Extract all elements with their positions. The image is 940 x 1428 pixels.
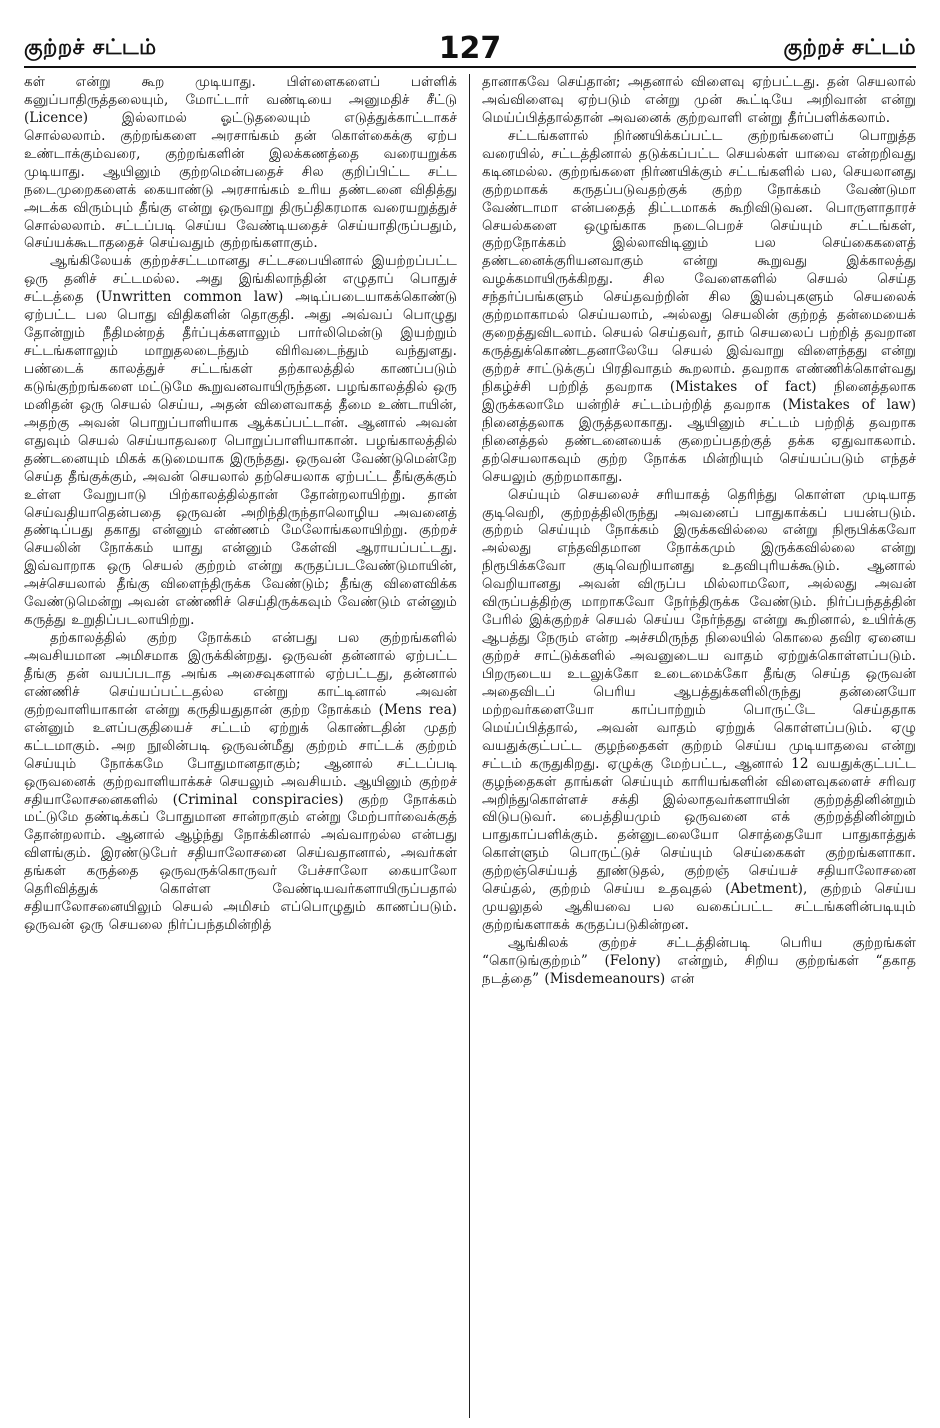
text-columns (24, 74, 916, 1418)
paragraph: தற்காலத்தில் குற்ற நோக்கம் என்பது பல குற்றங்களில் அவசியமான அமிசமாக இருக்கின்றது. ஒருவன் தன்னால் ஏற்பட்ட தீங்கு தன் வயப்படாத அங்க அசைவுகளால் ஏற்பட்டது, தன்னால் எண்ணிச் செய்யப்பட்டதல்ல என்று காட்டினால் அவன் குற்றவாளியாகான் என்று கருதியதுதான் குற்ற நோக்கம் (Mens rea) என்னும் உளப்பகுதியைச் சட்டம் ஏற்றுக் கொண்டதின் முதற் கட்டமாகும். அற நூலின்படி ஒருவன்மீது குற்றம் சாட்டக் குற்றம் செய்யும் நோக்கமே போதுமானதாகும்; ஆனால் சட்டப்படி ஒருவனைக் குற்றவாளியாக்கச் செயலும் அவசியம். ஆயினும் குற்றச் சதியாலோசனைகளில் (Criminal conspiracies) குற்ற நோக்கம் மட்டுமே தண்டிக்கப் போதுமான சான்றாகும் என்று மேற்பார்வைக்குத் தோன்றலாம். ஆனால் ஆழ்ந்து நோக்கினால் அவ்வாறல்ல என்பது விளங்கும். இரண்டுபேர் சதியாலோசனை செய்வதானால், அவர்கள் தங்கள் கருத்தை ஒருவருக்கொருவர் பேச்சாலோ கையாலோ தெரிவித்துக் கொள்ள வேண்டியவர்களாயிருப்பதால் சதியாலோசனையிலும் செயல் அமிசம் எப்பொழுதும் காணப்படும். ஒருவன் ஒரு செயலை நிர்ப்பந்தமின்றித் (24, 630, 457, 934)
paragraph: ஆங்கிலேயக் குற்றச்சட்டமானது சட்டசபையினால் இயற்றப்பட்ட ஒரு தனிச் சட்டமல்ல. அது இங்கிலாந்தின் எழுதாப் பொதுச் சட்டத்தை (Unwritten common law) அடிப்படையாகக்கொண்டு ஏற்பட்ட பல பொது விதிகளின் தொகுதி. அது அவ்வப் பொழுது தோன்றும் நீதிமன்றத் தீர்ப்புக்களாலும் பார்லிமென்டு இயற்றும் சட்டங்களாலும் மாறுதலடைந்தும் விரிவடைந்தும் வந்துளது. பண்டைக் காலத்துச் சட்டங்கள் தற்காலத்தில் காணப்படும் கடுங்குற்றங்களை மட்டுமே கூறுவனவாயிருந்தன. பழங்காலத்தில் ஒரு மனிதன் ஒரு செயல் செய்ய, அதன் விளைவாகத் தீமை உண்டாயின், அதற்கு அவன் பொறுப்பாளியாக ஆக்கப்பட்டான். ஆனால் அவன் எதுவும் செயல் செய்யாதவரை பொறுப்பாளியாகான். பழங்காலத்தில் தண்டனையும் மிகக் கடுமையாக இருந்தது. ஒருவன் வேண்டுமென்றே செய்த தீங்குக்கும், அவன் செயலால் தற்செயலாக ஏற்பட்ட தீங்குக்கும் உள்ள வேறுபாடு பிற்காலத்தில்தான் தோன்றலாயிற்று. தான் செய்வதியாதென்பதை ஒருவன் அறிந்திருந்தாலொழிய அவனைத் தண்டிப்பது தகாது என்னும் எண்ணம் மேலோங்கலாயிற்று. குற்றச் செயலின் நோக்கம் யாது என்னும் கேள்வி ஆராயப்பட்டது. இவ்வாறாக ஒரு செயல் குற்றம் என்று கருதப்படவேண்டுமாயின், அச்செயலால் தீங்கு விளைந்திருக்க வேண்டும்; தீங்கு விளைவிக்க வேண்டுமென்று அவன் எண்ணிச் செய்திருக்கவும் வேண்டும் என்னும் கருத்து உறுதிப்படலாயிற்று. (24, 253, 457, 629)
right-column (470, 74, 916, 1418)
paragraph: கள் என்று கூற முடியாது. பிள்ளைகளைப் பள்ளிக் கனுப்பாதிருத்தலையும், மோட்டார் வண்டியை அனுமதிச் சீட்டு (Licence) இல்லாமல் ஓட்டுதலையும் எடுத்துக்காட்டாகச் சொல்லலாம். குற்றங்களை அரசாங்கம் தன் கொள்கைக்கு ஏற்ப உண்டாக்கும்வரை, குற்றங்களின் இலக்கணத்தை வரையறுக்க முடியாது. ஆயினும் குற்றமென்பதைச் சில குறிப்பிட்ட சட்ட நடைமுறைகளைக் கையாண்டு அரசாங்கம் உரிய தண்டனை விதித்து அடக்க விரும்பும் தீங்கு என்று ஒருவாறு திருப்திகரமாக வரையறுத்துச் சொல்லலாம். சட்டப்படி செய்ய வேண்டியதைச் செய்யாதிருப்பதும், செய்யக்கூடாததைச் செய்வதும் குற்றங்களாகும். (24, 74, 457, 252)
page-header (24, 26, 916, 68)
left-column (24, 74, 470, 1418)
page-number: 127 (438, 31, 502, 66)
running-title-left: குற்றச் சட்டம் (24, 34, 157, 59)
paragraph: ஆங்கிலக் குற்றச் சட்டத்தின்படி பெரிய குற்றங்கள் “கொடுங்குற்றம்” (Felony) என்றும், சிறிய குற்றங்கள் “தகாத நடத்தை” (Misdemeanours) என் (482, 935, 916, 987)
paragraph: செய்யும் செயலைச் சரியாகத் தெரிந்து கொள்ள முடியாத குடிவெறி, குற்றத்திலிருந்து அவனைப் பாதுகாக்கப் பயன்படும். குற்றம் செய்யும் நோக்கம் இருக்கவில்லை என்று நிரூபிக்கவோ அல்லது எந்தவிதமான நோக்கமும் இருக்கவில்லை என்று நிரூபிக்கவோ குடிவெறியானது உதவிபுரியக்கூடும். ஆனால் வெறியானது அவன் விருப்ப மில்லாமலோ, அல்லது அவன் விருப்பத்திற்கு மாறாகவோ நேர்ந்திருக்க வேண்டும். நிர்ப்பந்தத்தின் பேரில் இக்குற்றச் செயல் செய்ய நேர்ந்தது என்று கூறினால், உயிர்க்கு ஆபத்து நேரும் என்ற அச்சமிருந்த நிலையில் கொலை தவிர ஏனைய குற்றச் சாட்டுக்களில் அவனுடைய வாதம் ஏற்றுக்கொள்ளப்படும். பிறருடைய உடலுக்கோ உடைமைக்கோ தீங்கு செய்த ஒருவன் அதைவிடப் பெரிய ஆபத்துக்களிலிருந்து தன்னையோ மற்றவர்களையோ காப்பாற்றும் பொருட்டே செய்ததாக மெய்ப்பித்தால், அவன் வாதம் ஏற்றுக் கொள்ளப்படும். ஏழு வயதுக்குட்பட்ட குழந்தைகள் குற்றம் செய்ய முடியாதவை என்று சட்டம் கருதுகிறது. ஏழுக்கு மேற்பட்ட, ஆனால் 12 வயதுக்குட்பட்ட குழந்தைகள் தாங்கள் செய்யும் காரியங்களின் விளைவுகளைச் சரிவர அறிந்துகொள்ளச் சக்தி இல்லாதவர்களாயின் குற்றத்தினின்றும் விடுபடுவர். பைத்தியமும் ஒருவனை எக் குற்றத்தினின்றும் பாதுகாப்பளிக்கும். தன்னுடலையோ சொத்தையோ பாதுகாத்துக் கொள்ளும் பொருட்டுச் செய்யும் செய்கைகள் குற்றங்களாகா. குற்றஞ்செய்யத் தூண்டுதல், குற்றஞ் செய்யச் சதியாலோசனை செய்தல், குற்றம் செய்ய உதவுதல் (Abetment), குற்றம் செய்ய முயலுதல் ஆகியவை பல வகைப்பட்ட சட்டங்களின்படியும் குற்றங்களாகக் கருதப்படுகின்றன. (482, 486, 916, 934)
paragraph: தானாகவே செய்தான்; அதனால் விளைவு ஏற்பட்டது. தன் செயலால் அவ்விளைவு ஏற்படும் என்று முன் கூட்டியே அறிவான் என்று மெய்ப்பித்தால்தான் அவனைக் குற்றவாளி என்று தீர்ப்பளிக்கலாம். (482, 74, 916, 126)
paragraph: சட்டங்களால் நிர்ணயிக்கப்பட்ட குற்றங்களைப் பொறுத்த வரையில், சட்டத்தினால் தடுக்கப்பட்ட செயல்கள் யாவை என்றறிவது கடினமல்ல. குற்றங்களை நிர்ணயிக்கும் சட்டங்களில் பல, செயலானது குற்றமாகக் கருதப்படுவதற்குக் குற்ற நோக்கம் வேண்டுமா வேண்டாமா என்பதைத் திட்டமாகக் கூறிவிடுவன. பொருளாதாரச் செயல்களை ஒழுங்காக நடைபெறச் செய்யும் சட்டங்கள், குற்றநோக்கம் இல்லாவிடினும் பல செய்கைகளைத் தண்டனைக்குரியனவாகும் என்று கூறுவது இக்காலத்து வழக்கமாயிருக்கிறது. சில வேளைகளில் செயல் செய்த சந்தர்ப்பங்களும் செய்தவற்றின் சில இயல்புகளும் செயலைக் குற்றமாகாமல் செய்யலாம், அல்லது செயலின் குற்றத் தன்மையைக் குறைத்துவிடலாம். செயல் செய்தவர், தாம் செயலைப் பற்றித் தவறான கருத்துக்கொண்டதனாலேயே செயல் இவ்வாறு விளைந்தது என்று குற்றச் சாட்டுக்குப் பிரதிவாதம் கூறலாம். தவறாக எண்ணிக்கொள்வது நிகழ்ச்சி பற்றித் தவறாக (Mistakes of fact) நினைத்தலாக இருக்கலாமே யன்றிச் சட்டம்பற்றித் தவறாக (Mistakes of law) நினைத்தலாக இருத்தலாகாது. ஆயினும் சட்டம் பற்றித் தவறாக நினைத்தல் தண்டனையைக் குறைப்பதற்குத் தக்க ஏதுவாகலாம். தற்செயலாகவும் குற்ற நோக்க மின்றியும் செய்யப்படும் எந்தச் செயலும் குற்றமாகாது. (482, 127, 916, 485)
running-title-right: குற்றச் சட்டம் (783, 34, 916, 59)
